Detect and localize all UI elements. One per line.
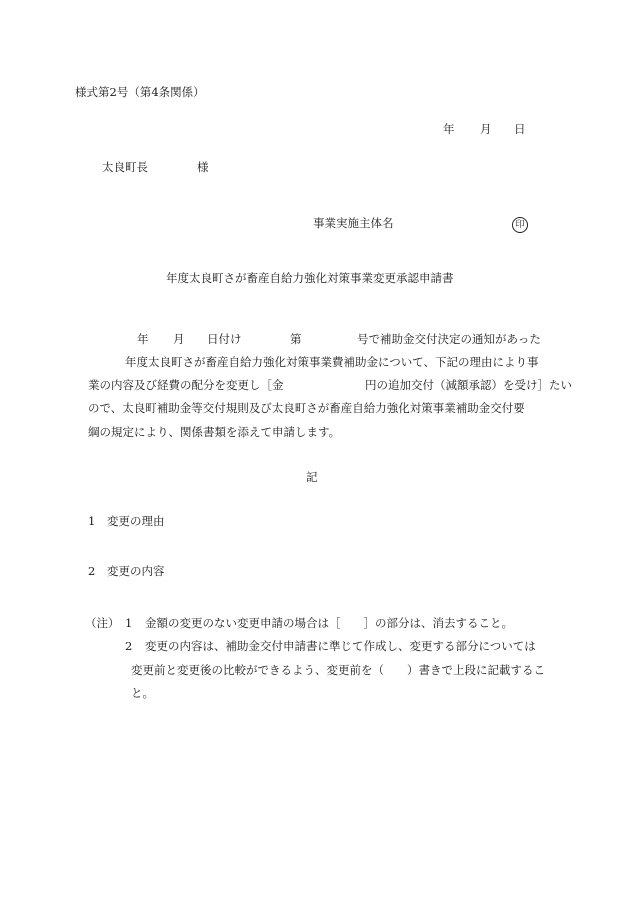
body-line5: 綱の規定により、関係書類を添えて申請します。 — [88, 425, 341, 439]
item-2-label: 変更の内容 — [107, 564, 165, 578]
addressee-honorific: 様 — [197, 160, 209, 174]
applicant-label: 事業実施主体名 — [313, 216, 394, 230]
body-month: 月 — [173, 332, 185, 346]
body-line4: ので、太良町補助金等交付規則及び太良町さが畜産自給力強化対策事業補助金交付要 — [88, 401, 525, 415]
date-day: 日 — [514, 122, 526, 136]
body-day: 日付け — [207, 332, 242, 346]
body-year: 年 — [137, 332, 149, 346]
item-2-number: 2 — [88, 564, 96, 578]
item-1-label: 変更の理由 — [107, 514, 165, 528]
addressee-name: 太良町長 — [102, 160, 148, 174]
notes-label: （注） — [85, 616, 120, 630]
note-1-number: 1 — [125, 616, 133, 630]
ki-heading: 記 — [306, 470, 318, 484]
form-number: 様式第2号（第4条関係） — [75, 85, 205, 99]
item-1-number: 1 — [88, 514, 96, 528]
note-2-line3: と。 — [131, 686, 154, 700]
note-1-text: 金額の変更のない変更申請の場合は［ ］の部分は、消去すること。 — [145, 616, 513, 630]
body-no: 第 — [290, 332, 302, 346]
date-month: 月 — [480, 122, 492, 136]
body-line1-rest: 号で補助金交付決定の通知があった — [357, 332, 541, 346]
note-2-number: 2 — [125, 639, 133, 653]
note-2-line1: 変更の内容は、補助金交付申請書に準じて作成し、変更する部分については — [145, 639, 536, 653]
body-line3b: 円の追加交付（減額承認）を受け］たい — [365, 378, 572, 392]
document-title: 年度太良町さが畜産自給力強化対策事業変更承認申請書 — [166, 271, 454, 285]
body-line3a: 業の内容及び経費の配分を変更し［金 — [88, 378, 284, 392]
body-line2: 年度太良町さが畜産自給力強化対策事業費補助金について、下記の理由により事 — [125, 355, 539, 369]
note-2-line2: 変更前と変更後の比較ができるよう、変更前を（ ）書きで上段に記載するこ — [131, 663, 545, 677]
seal-icon: 印 — [512, 217, 528, 233]
seal-mark — [512, 217, 528, 233]
date-year: 年 — [443, 122, 455, 136]
